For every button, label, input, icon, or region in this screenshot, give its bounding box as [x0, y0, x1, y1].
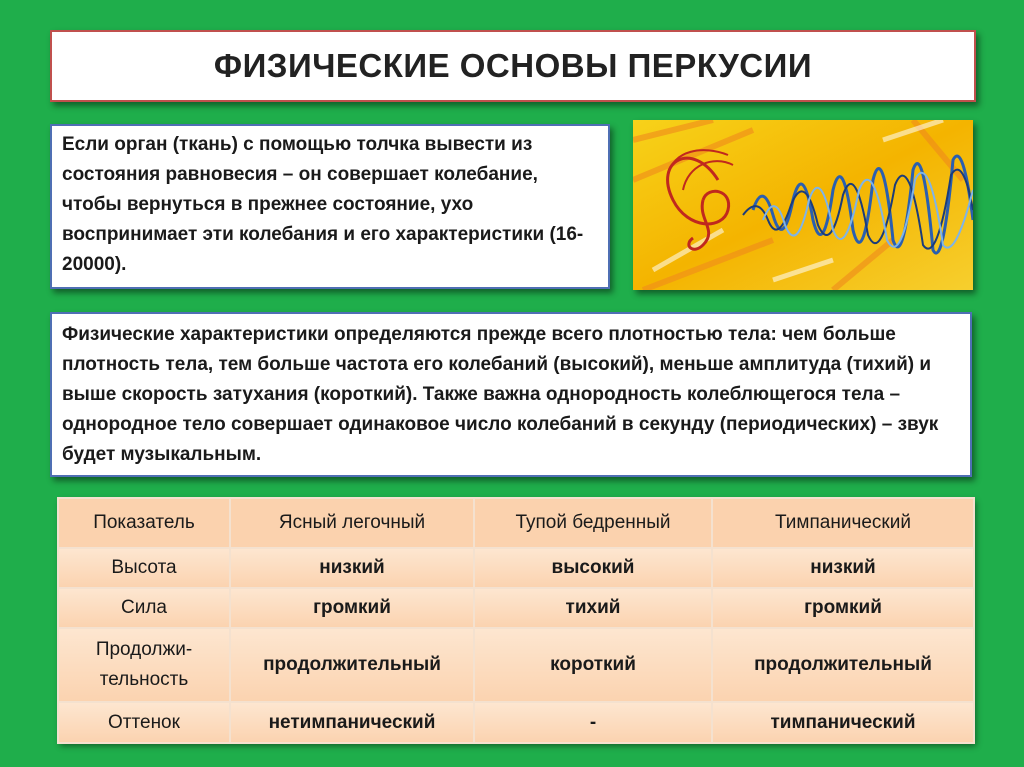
table-cell: громкий [230, 588, 474, 628]
ear-sound-wave-illustration [633, 120, 973, 290]
table-row [58, 628, 974, 702]
characteristics-text-box [50, 312, 972, 477]
header-cell: Тупой бедренный [474, 498, 712, 548]
comparison-table [57, 497, 975, 744]
percussion-table [57, 497, 973, 742]
table-cell: громкий [712, 588, 974, 628]
page-title: ФИЗИЧЕСКИЕ ОСНОВЫ ПЕРКУСИИ [213, 47, 813, 84]
table-cell: продолжительный [712, 628, 974, 702]
table-cell: продолжительный [230, 628, 474, 702]
header-cell: Ясный легочный [230, 498, 474, 548]
table-cell: низкий [230, 548, 474, 588]
table-cell: - [474, 702, 712, 743]
table-header-row [58, 498, 974, 548]
intro-paragraph: Если орган (ткань) с помощью толчка вывести из состояния равновесия – он совершает колебание, чтобы вернуться в прежнее состояние, ухо воспринимает эти колебания и его характеристики (16-20000). [62, 134, 584, 275]
row-label: Высота [58, 548, 230, 588]
table-cell: нетимпанический [230, 702, 474, 743]
header-cell: Тимпанический [712, 498, 974, 548]
table-cell: тимпанический [712, 702, 974, 743]
ear-sound-wave-image [633, 120, 973, 290]
header-cell: Показатель [58, 498, 230, 548]
table-cell: низкий [712, 548, 974, 588]
characteristics-paragraph: Физические характеристики определяются прежде всего плотностью тела: чем больше плотность тела, тем больше частота его колебаний (высокий), меньше амплитуда (тихий) и выше скорость затухания (короткий). Также важна однородность колеблющегося тела – однородное тело совершает одинаковое число колебаний в секунду (периодических) – звук будет музыкальным. [62, 324, 939, 465]
table-cell: тихий [474, 588, 712, 628]
title-box [50, 30, 976, 102]
table-row [58, 548, 974, 588]
row-label: Оттенок [58, 702, 230, 743]
row-label: Продолжи-тельность [58, 628, 230, 702]
table-row [58, 588, 974, 628]
row-label: Сила [58, 588, 230, 628]
table-cell: короткий [474, 628, 712, 702]
table-cell: высокий [474, 548, 712, 588]
table-row [58, 702, 974, 743]
intro-text-box [50, 124, 610, 289]
